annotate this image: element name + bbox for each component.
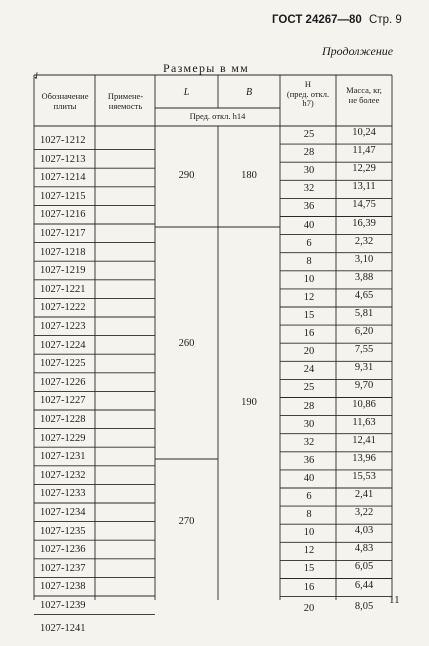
- height-value-cell: 10: [303, 273, 315, 285]
- plate-code-cell: 1027-1222: [40, 302, 86, 314]
- mass-value-cell: 11,47: [352, 145, 376, 157]
- mass-value-cell: 2,41: [354, 489, 374, 500]
- plate-code-cell: 1027-1235: [40, 525, 86, 537]
- mass-value-cell: 10,24: [352, 127, 376, 138]
- header-mass: Масса, кг, не более: [346, 85, 382, 105]
- height-value-cell: 12: [303, 291, 315, 303]
- height-value-cell: 25: [303, 382, 315, 394]
- header-designation: Обозначение плиты: [41, 91, 89, 111]
- plate-code-cell: 1027-1218: [40, 246, 86, 258]
- height-value-cell: 6: [306, 491, 312, 502]
- plate-code-cell: 1027-1231: [40, 451, 86, 463]
- continuation-label: Продолжение: [322, 44, 394, 58]
- header-H: H (пред. откл. h7): [286, 79, 330, 108]
- plate-code-cell: 1027-1237: [40, 562, 86, 574]
- height-value-cell: 10: [303, 527, 315, 539]
- mass-value-cell: 2,32: [354, 235, 374, 247]
- mass-value-cell: 4,03: [354, 525, 374, 537]
- height-value-cell: 8: [306, 255, 312, 267]
- plate-code-cell: 1027-1238: [40, 581, 86, 593]
- mass-value-cell: 9,70: [354, 380, 374, 392]
- plate-code-cell: 1027-1216: [40, 209, 86, 221]
- plate-code-cell: 1027-1217: [40, 228, 86, 239]
- dimensions-caption: Размеры в мм: [163, 61, 250, 75]
- mass-value-cell: 15,53: [352, 470, 376, 482]
- mass-value-cell: 3,22: [354, 507, 374, 519]
- height-value-cell: 40: [303, 219, 315, 231]
- plate-code-cell: 1027-1224: [40, 339, 86, 351]
- height-value-cell: 30: [303, 418, 315, 430]
- mass-value-cell: 3,10: [354, 253, 374, 265]
- height-value-cell: 36: [303, 454, 315, 466]
- plate-code-cell: 1027-1232: [40, 469, 86, 481]
- plate-code-cell: 1027-1233: [40, 488, 86, 500]
- height-value-cell: 32: [303, 183, 315, 195]
- plate-code-cell: 1027-1229: [40, 432, 86, 444]
- plate-code-cell: 1027-1234: [40, 507, 86, 518]
- mass-value-cell: 12,41: [352, 434, 376, 446]
- L-value-290: 290: [178, 170, 195, 181]
- mass-value-cell: 6,44: [354, 579, 374, 591]
- height-value-cell: 36: [303, 201, 315, 213]
- mass-value-cell: 6,05: [354, 561, 374, 573]
- mass-value-cell: 14,75: [352, 199, 376, 211]
- mass-value-cell: 12,29: [352, 163, 376, 175]
- B-value-190: 190: [241, 397, 257, 408]
- plate-code-cell: 1027-1213: [40, 153, 86, 165]
- mass-value-cell: 16,39: [352, 217, 376, 229]
- height-value-cell: 28: [303, 400, 315, 412]
- plate-code-cell: 1027-1221: [40, 283, 86, 295]
- height-value-cell: 16: [303, 328, 315, 340]
- corner-mark: ✓: [30, 69, 44, 84]
- height-value-cell: 16: [303, 581, 315, 593]
- mass-value-cell: 9,31: [354, 362, 374, 374]
- mass-value-cell: 7,55: [354, 344, 374, 356]
- header-B: B: [245, 87, 253, 98]
- plate-code-cell: 1027-1228: [40, 414, 86, 425]
- plate-code-cell: 1027-1226: [40, 376, 86, 388]
- mass-value-cell: 6,20: [354, 326, 374, 338]
- standard-number: ГОСТ 24267—80: [272, 14, 362, 26]
- height-value-cell: 32: [303, 436, 315, 448]
- plate-code-cell: 1027-1227: [40, 395, 86, 407]
- mass-value-cell: 8,05: [354, 600, 374, 612]
- height-value-cell: 20: [303, 602, 315, 614]
- plate-code-cell: 1027-1214: [40, 172, 86, 184]
- plate-code-cell: 1027-1215: [40, 190, 86, 202]
- height-value-cell: 24: [303, 364, 315, 376]
- height-value-cell: 12: [303, 545, 315, 557]
- mass-value-cell: 11,63: [352, 416, 376, 428]
- mass-value-cell: 5,81: [354, 308, 374, 319]
- height-value-cell: 6: [306, 237, 312, 249]
- page-label: Стр. 9: [369, 14, 402, 26]
- header-L: L: [183, 87, 190, 98]
- height-value-cell: 15: [303, 310, 315, 321]
- mass-value-cell: 13,11: [352, 181, 376, 193]
- B-value-180: 180: [241, 170, 257, 181]
- header-tolerance-h14: Пред. откл. h14: [189, 111, 246, 121]
- plate-code-cell: 1027-1219: [40, 265, 86, 277]
- mass-value-cell: 3,88: [354, 271, 374, 283]
- height-value-cell: 28: [303, 147, 315, 159]
- height-value-cell: 20: [303, 346, 315, 358]
- height-value-cell: 40: [303, 472, 315, 484]
- height-value-cell: 15: [303, 563, 315, 575]
- L-value-270: 270: [178, 516, 195, 527]
- plate-code-cell: 1027-1236: [40, 544, 86, 556]
- plate-code-cell: 1027-1223: [40, 321, 86, 332]
- header-applicability: Примене- няемость: [107, 91, 144, 111]
- mass-value-cell: 13,96: [352, 452, 376, 464]
- height-value-cell: 25: [303, 129, 315, 140]
- plate-code-cell: 1027-1239: [40, 600, 86, 611]
- mass-value-cell: 4,83: [354, 543, 374, 555]
- plate-code-cell: 1027-1241: [40, 622, 86, 634]
- L-value-260: 260: [178, 338, 195, 349]
- plate-code-cell: 1027-1225: [40, 358, 86, 370]
- height-value-cell: 30: [303, 165, 315, 177]
- height-value-cell: 8: [306, 509, 312, 521]
- plate-code-cell: 1027-1212: [40, 135, 86, 146]
- page-number: 11: [389, 594, 400, 606]
- mass-value-cell: 4,65: [354, 289, 374, 301]
- mass-value-cell: 10,86: [352, 398, 376, 410]
